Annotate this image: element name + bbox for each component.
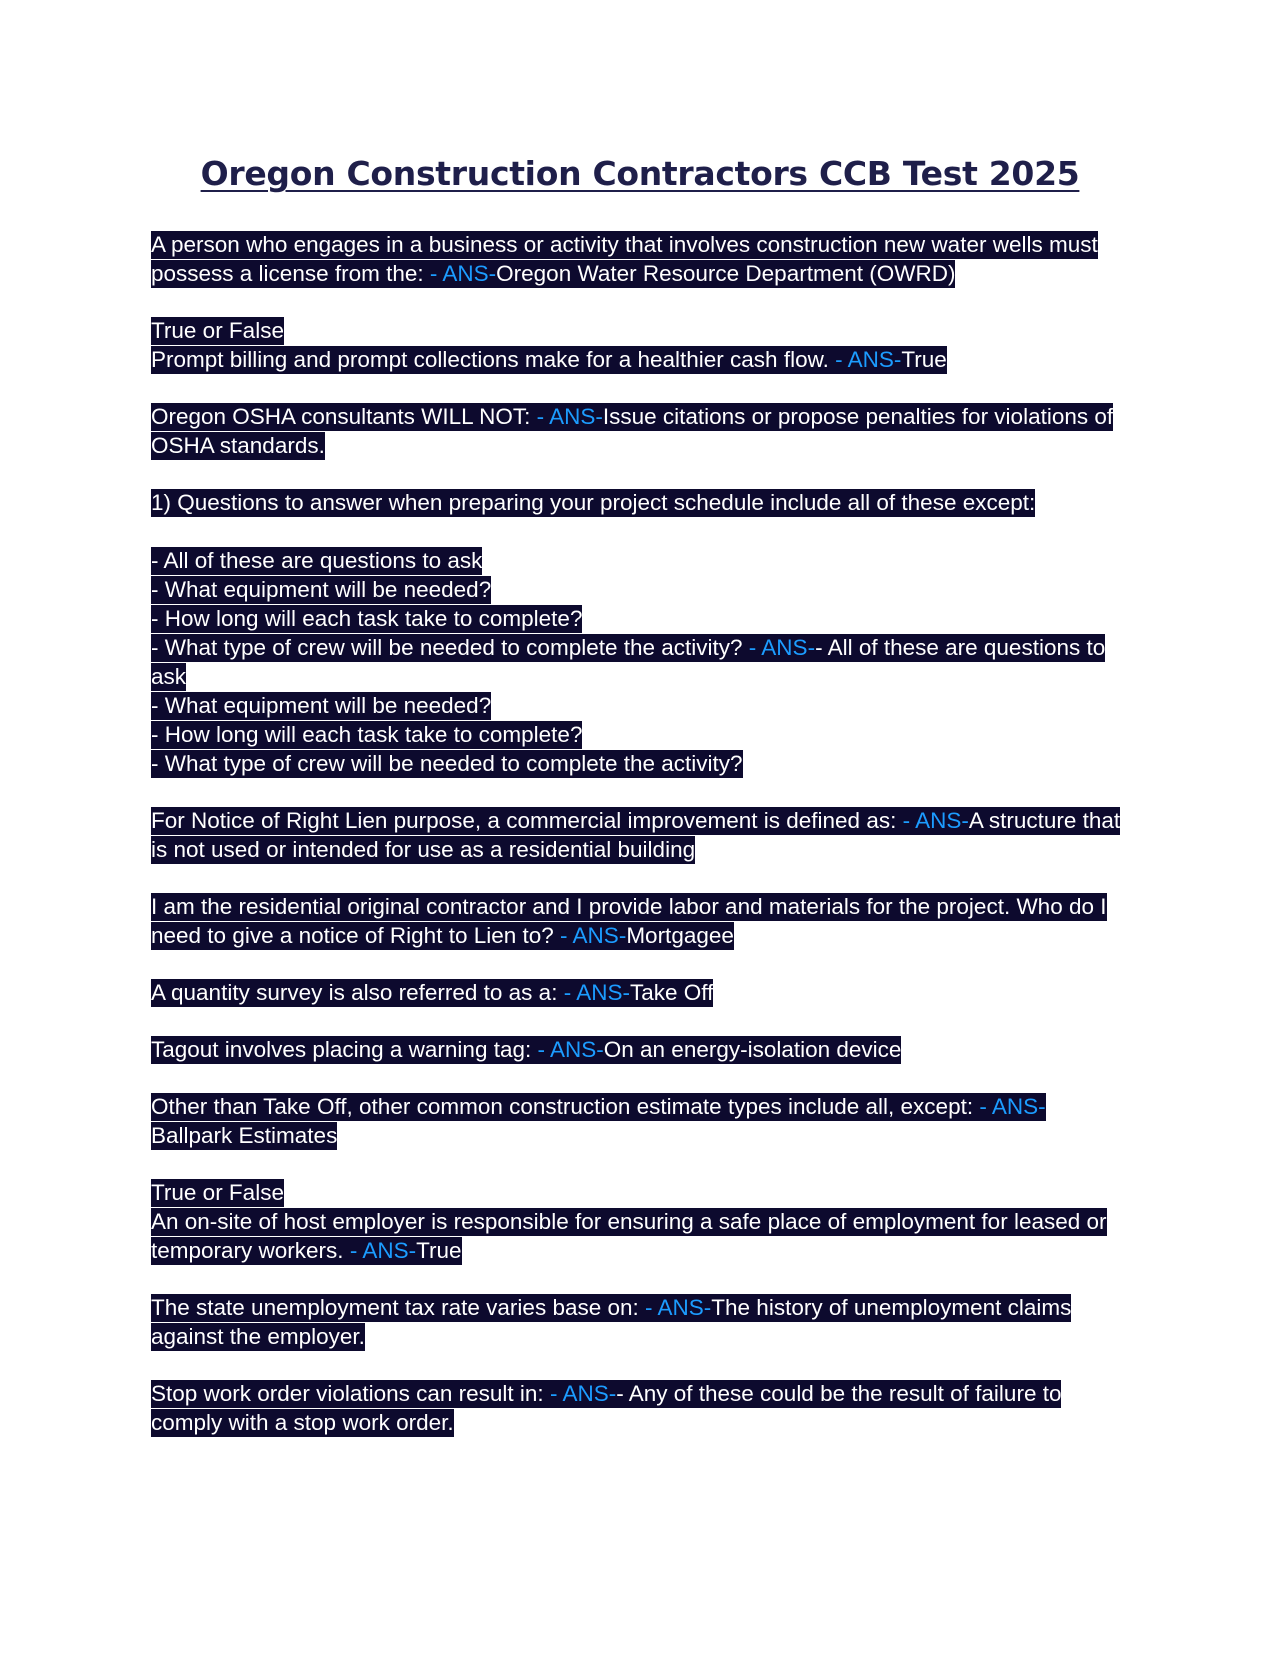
ans-marker: - ANS- [563, 980, 630, 1005]
qa-list [151, 230, 1121, 1465]
qa-item-3 [151, 402, 1121, 460]
answer-text: Mortgagee [626, 923, 734, 948]
option-item: - What type of crew will be needed to complete the activity? [151, 635, 749, 660]
answer-text: Take Off [629, 980, 714, 1005]
answer-text: The history of unemployment claims against the employer. [151, 1295, 1072, 1349]
page-title: Oregon Construction Contractors CCB Test 2025 [200, 154, 1080, 193]
question-text: An on-site of host employer is responsible for ensuring a safe place of employment for leased or temporary workers. [151, 1209, 1107, 1263]
question-prefix: True or False [151, 1180, 284, 1205]
answer-text: - Any of these could be the result of failure to comply with a stop work order. [151, 1381, 1062, 1435]
options-list [151, 546, 1121, 778]
ans-marker: - ANS- [429, 261, 497, 286]
qa-item-7 [151, 978, 1121, 1007]
question-text: 1) Questions to answer when preparing your project schedule include all of these except: [151, 490, 1036, 515]
question-text: Other than Take Off, other common construction estimate types include all, except: [151, 1094, 980, 1119]
answer-text: A structure that is not used or intended for use as a residential building [151, 808, 1121, 862]
qa-item-12 [151, 1379, 1121, 1437]
qa-item-10 [151, 1178, 1121, 1265]
answer-text: Issue citations or propose penalties for violations of OSHA standards. [151, 404, 1114, 458]
qa-item-5 [151, 806, 1121, 864]
ans-marker: - ANS- [349, 1238, 417, 1263]
answer-text: True [416, 1238, 462, 1263]
answer-line: - What equipment will be needed? [151, 693, 492, 718]
ans-marker: - ANS- [979, 1094, 1046, 1119]
option-item: - What equipment will be needed? [151, 577, 492, 602]
answer-line: - How long will each task take to complete? [151, 722, 583, 747]
ans-marker: - ANS- [537, 1037, 604, 1062]
question-text: Stop work order violations can result in: [151, 1381, 550, 1406]
answer-line: - What type of crew will be needed to complete the activity? [151, 751, 743, 776]
qa-item-1 [151, 230, 1121, 288]
answer-line: - All of these are questions to ask [151, 635, 1106, 689]
ans-marker: - ANS- [902, 808, 969, 833]
question-prefix: True or False [151, 318, 284, 343]
ans-marker: - ANS- [835, 347, 902, 372]
question-text: For Notice of Right Lien purpose, a commercial improvement is defined as: [151, 808, 903, 833]
qa-item-9 [151, 1092, 1121, 1150]
qa-item-8 [151, 1035, 1121, 1064]
qa-item-6 [151, 892, 1121, 950]
question-text: I am the residential original contractor and I provide labor and materials for the project. Who do I need to give a notice of Right to Lien to? [151, 894, 1107, 948]
question-text: Oregon OSHA consultants WILL NOT: [151, 404, 537, 429]
option-item: - All of these are questions to ask [151, 548, 483, 573]
qa-item-4 [151, 488, 1121, 778]
qa-item-11 [151, 1293, 1121, 1351]
question-text: A person who engages in a business or activity that involves construction new water wells must possess a license from the: [151, 232, 1098, 286]
ans-marker: - ANS- [536, 404, 603, 429]
ans-marker: - ANS- [560, 923, 627, 948]
answer-text: Oregon Water Resource Department (OWRD) [496, 261, 956, 286]
question-text: Tagout involves placing a warning tag: [151, 1037, 538, 1062]
question-text: Prompt billing and prompt collections make for a healthier cash flow. [151, 347, 836, 372]
ans-marker: - ANS- [748, 635, 816, 660]
question-text: A quantity survey is also referred to as a: [151, 980, 564, 1005]
answer-text: True [901, 347, 947, 372]
ans-marker: - ANS- [645, 1295, 712, 1320]
option-item: - How long will each task take to complete? [151, 606, 583, 631]
question-text: The state unemployment tax rate varies base on: [151, 1295, 646, 1320]
answer-text: Ballpark Estimates [151, 1123, 338, 1148]
answer-text: On an energy-isolation device [603, 1037, 902, 1062]
qa-item-2 [151, 316, 1121, 374]
ans-marker: - ANS- [549, 1381, 617, 1406]
